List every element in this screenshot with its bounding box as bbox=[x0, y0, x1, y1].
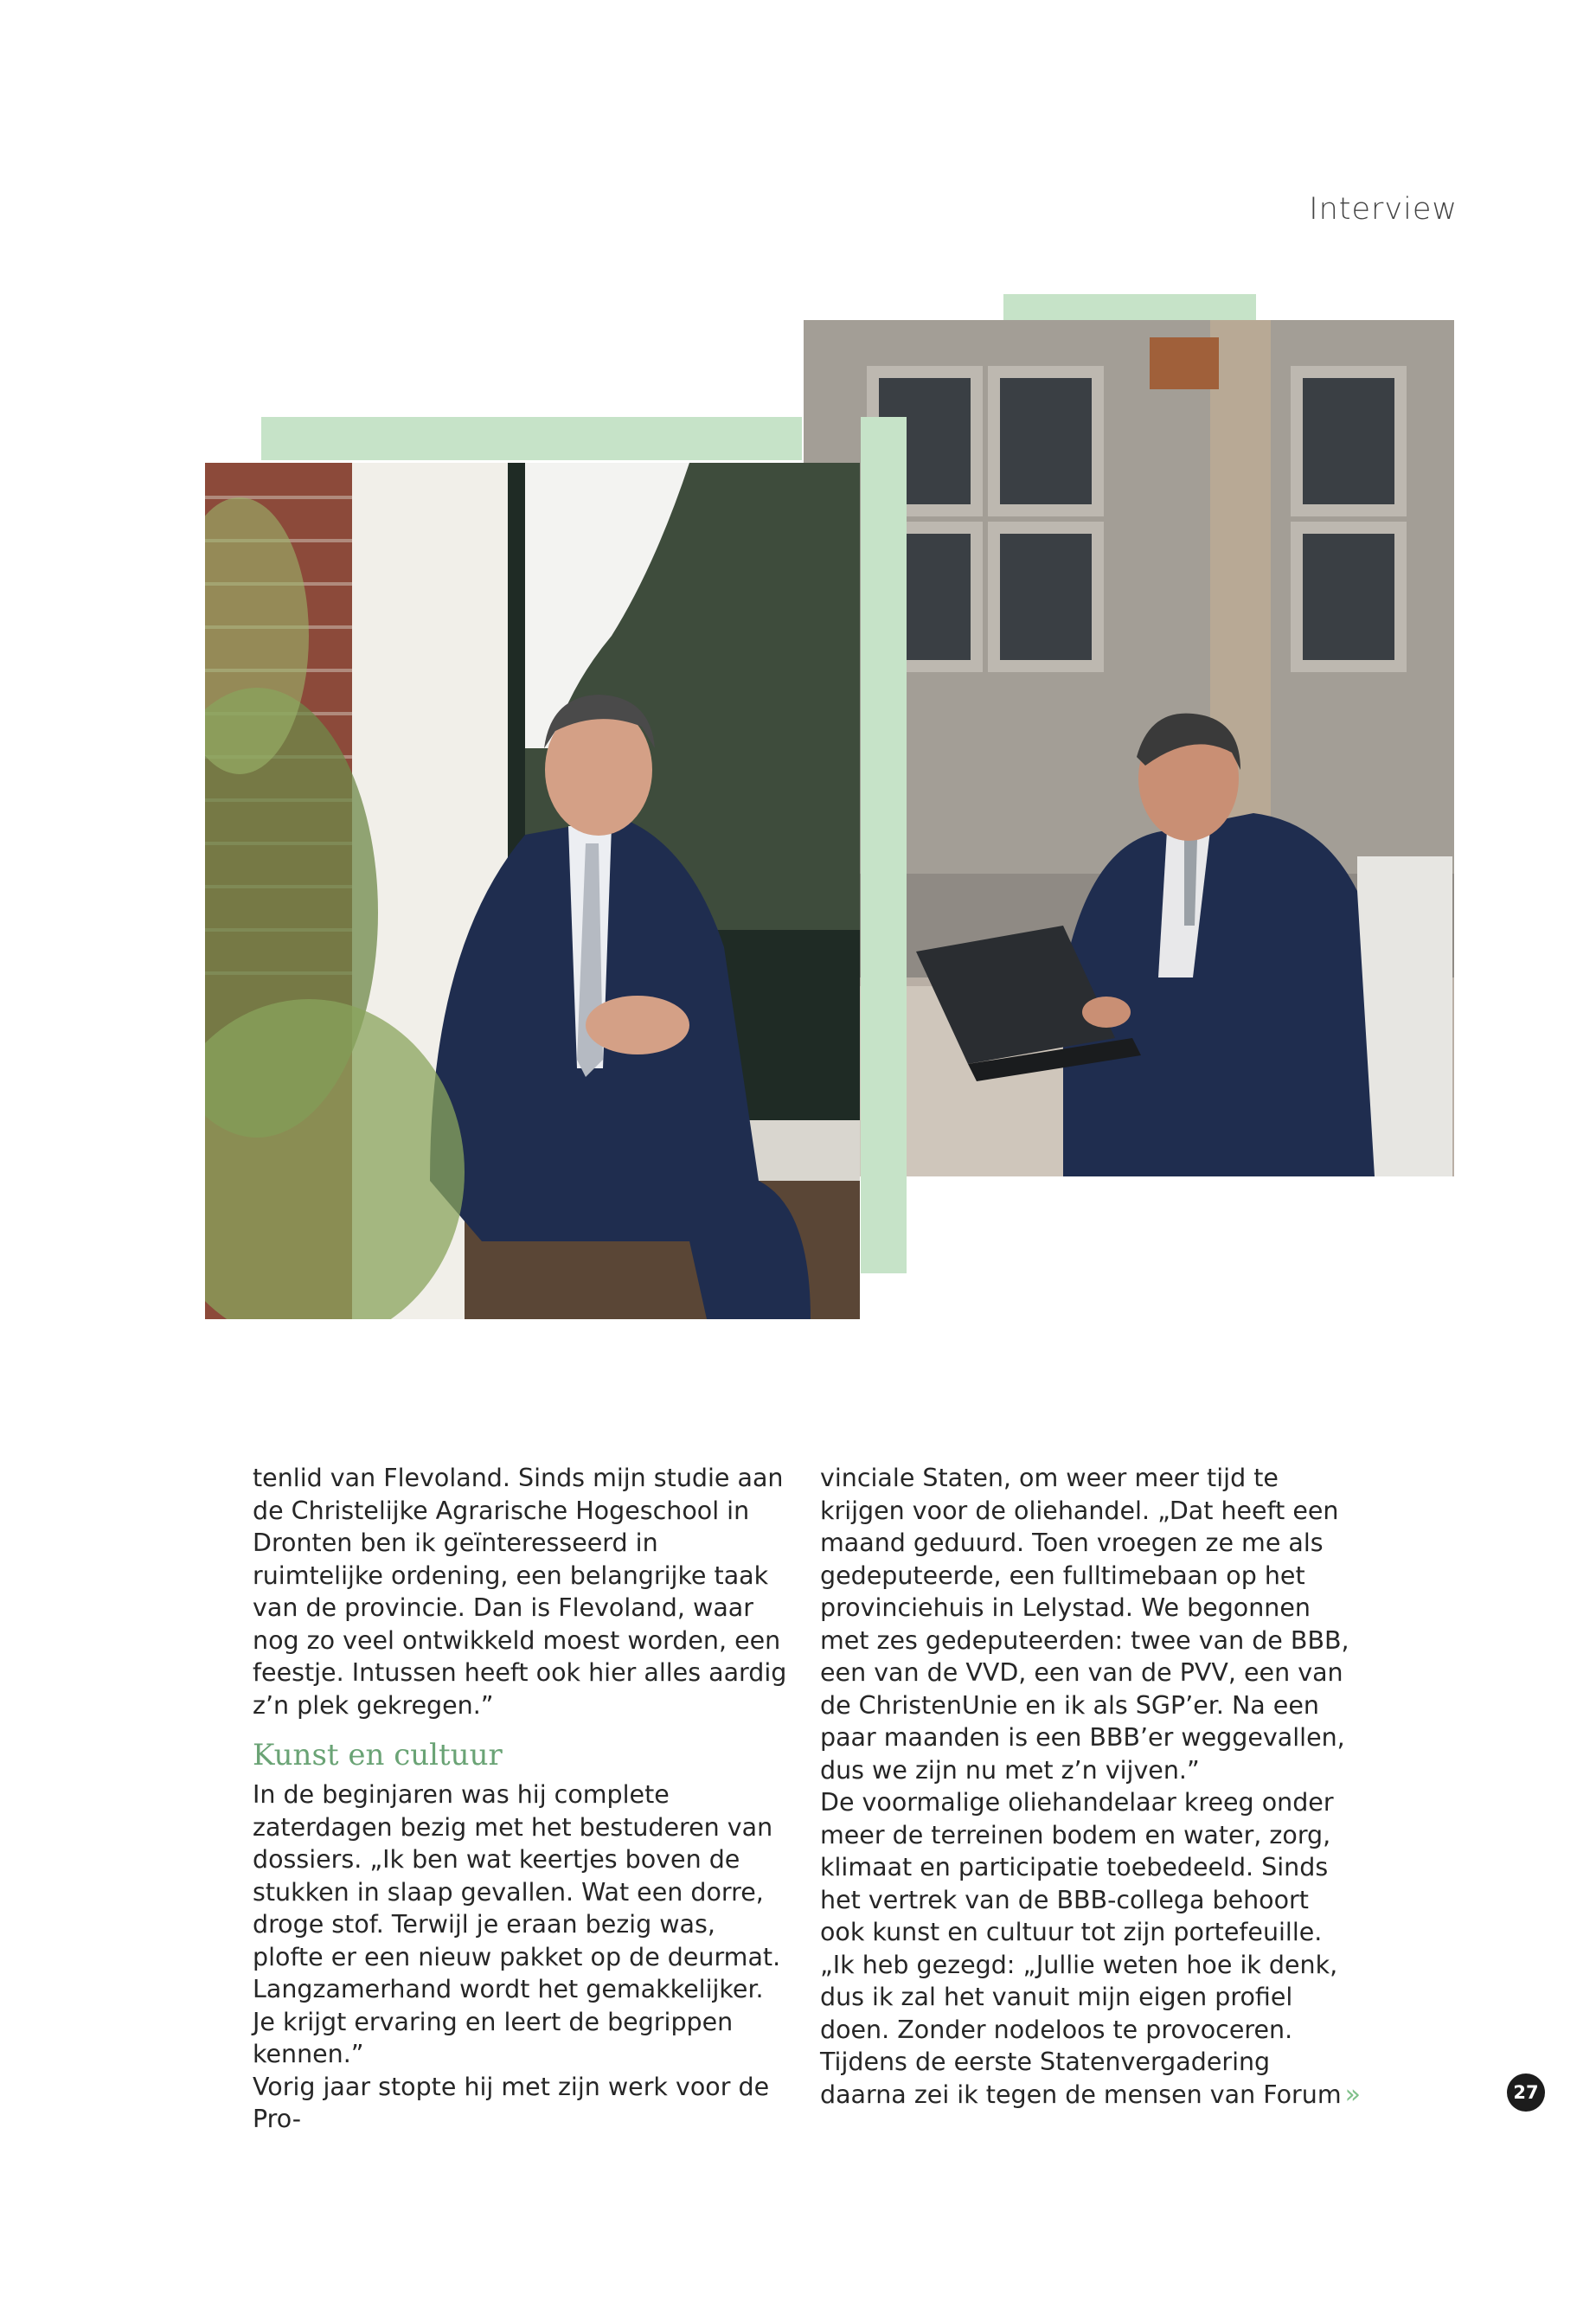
page-number: 27 bbox=[1507, 2073, 1545, 2112]
body-paragraph: vinciale Staten, om weer meer tijd te krijgen voor de oliehandel. „Dat heeft een maand geduurd. Toen vroegen ze me als gedeputeerde, een fulltimebaan op het provinciehuis in Lelystad. We begonnen met zes gedeputeerden: twee van de BBB, een van de VVD, een van de PVV, een van de ChristenUnie en ik als SGP’er. Na een paar maanden is een BBB’er weggevallen, dus we zijn nu met z’n vijven.” bbox=[820, 1464, 1349, 1785]
decorative-green-band bbox=[261, 417, 802, 460]
body-paragraph: tenlid van Flevoland. Sinds mijn studie aan de Christelijke Agrarische Hogeschool in Dronten ben ik geïnteresseerd in ruimtelijke ordening, een belangrijke taak van de provincie. Dan is Flevoland, waar nog zo veel ontwikkeld moest worden, een feestje. Intussen heeft ook hier alles aardig z’n plek gekregen.” bbox=[253, 1464, 787, 1720]
body-paragraph: In de beginjaren was hij complete zaterdagen bezig met het bestuderen van dossiers. „Ik ben wat keertjes boven de stukken in slaap gevallen. Wat een dorre, droge stof. Terwijl je eraan bezig was, plofte er een nieuw pakket op de deurmat. Langzamerhand wordt het gemakkelijker. Je krijgt ervaring en leert de begrippen kennen.” bbox=[253, 1780, 781, 2068]
body-paragraph-continued bbox=[820, 1786, 1361, 2111]
text-column-right bbox=[820, 1462, 1361, 2111]
subheading: Kunst en cultuur bbox=[253, 1738, 503, 1772]
photo-smiling-man-seated bbox=[205, 463, 860, 1319]
body-paragraph-text: De voormalige oliehandelaar kreeg onder meer de terreinen bodem en water, zorg, klimaat en participatie toebedeeld. Sinds het vertrek van de BBB-collega behoort ook kunst en cultuur tot zijn portefeuille. „Ik heb gezegd: „Jullie weten hoe ik denk, dus ik zal het vanuit mijn eigen profiel doen. Zonder nodeloos te provoceren. Tijdens de eerste Statenvergadering daarna zei ik tegen de mensen van Forum bbox=[820, 1788, 1342, 2109]
text-column-left bbox=[253, 1462, 793, 2136]
body-paragraph: Vorig jaar stopte hij met zijn werk voor de Pro- bbox=[253, 2072, 770, 2133]
decorative-green-band bbox=[861, 417, 907, 1273]
section-label: Interview bbox=[1309, 192, 1458, 227]
double-chevron-right-icon: » bbox=[1344, 2079, 1361, 2110]
